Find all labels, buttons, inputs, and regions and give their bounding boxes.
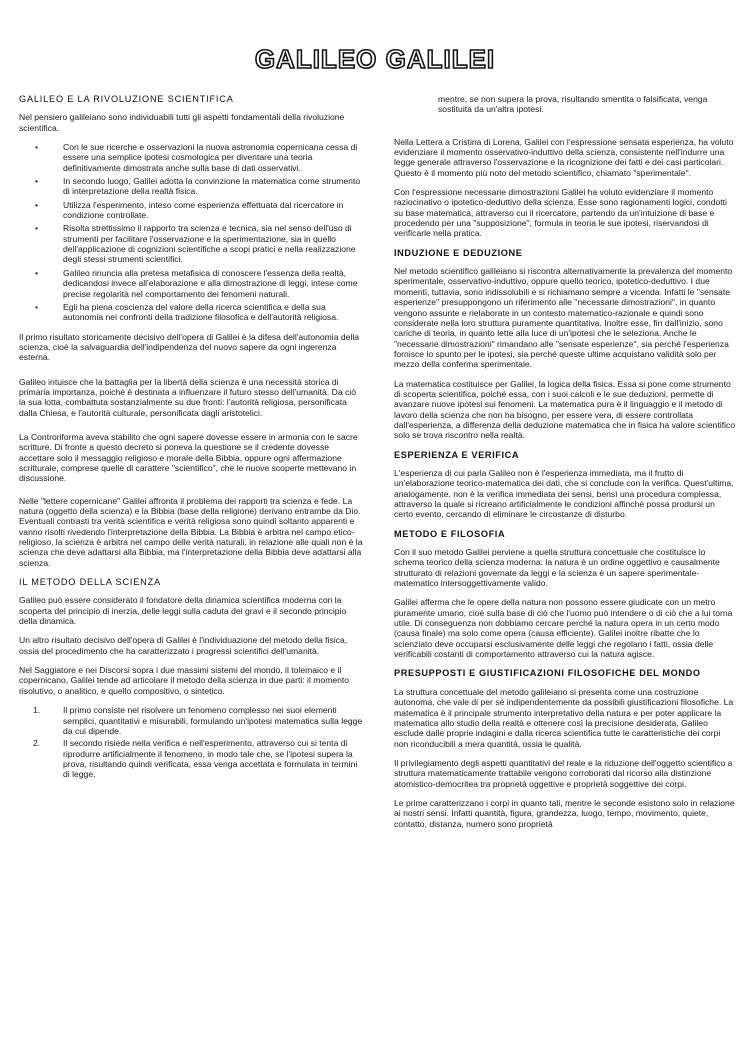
paragraph: Nel Saggiatore e nei Discorsi sopra i due massimi sistemi del mondo, il tolemaico e il copernicano, Galilei tende ad articolare il metodo della scienza in due parti: il momento risolutivo, o analitico, e quello compositivo, o sintetico. xyxy=(19,665,350,696)
section-heading-presupposti: PRESUPPOSTI E GIUSTIFICAZIONI FILOSOFICHE DEL MONDO xyxy=(394,668,701,679)
paragraph: La struttura concettuale del metodo galileiano si presenta come una costruzione autonoma, che vale di per sé indipendentemente da possibili giustificazioni filosofiche. La matematica è il principale strumento interpretativo della natura e per poter applicare la matematica allo studio della realtà e ottenere così la precisione desiderata, Galileo esclude dalle proprie indagini e dalla ricerca scientifica tutte le caratteristiche dei corpi non riconducibili a mera quantità, ossia le qualità. xyxy=(394,686,734,749)
step-number: 1. xyxy=(33,705,41,716)
section-heading-filosofia: METODO E FILOSOFIA xyxy=(394,528,506,539)
paragraph: Nel metodo scientifico galileiano si riscontra alternativamente la prevalenza del momento sperimentale, osservativo-induttivo, oppure quello teorico, ipotetico-deduttivo. I due momenti, tuttavia, sono indissolubili e si richiamano sempre a vicenda. Infatti le "sensate esperienze" presuppongono un riferimento alle "necessarie dimostrazioni", in quanto vengono assunte e rielaborate in un contesto matematico-razionale e quindi sono considerate nella loro struttura puramente quantitativa. Inoltre esse, fin dall'inizio, sono cariche di teoria, in quanto lette alla luce di un'ipotesi che le seleziona. Anche le "necessarie dimostrazioni" rimandano alle "sensate esperienze", sia perché l'esperienza fornisce lo spunto per le ipotesi, sia perché queste ultime acquistano validità solo per mezzo della conferma sperimentale. xyxy=(394,266,733,370)
paragraph: Il privilegiamento degli aspetti quantitativi del reale e la riduzione dell'oggetto scientifico a struttura matematicamente trattabile vengono corroborati dal ricorso alla distinzione atomistico-democritea tra proprietà oggettive e proprietà soggettive dei corpi. xyxy=(394,757,733,789)
paragraph: Un altro risultato decisivo dell'opera di Galilei è l'individuazione del metodo della fisica, ossia del procedimento che ha caratterizzato i progressi scientifici dell'umanità. xyxy=(19,635,348,656)
left-column xyxy=(19,94,364,789)
list-item: • Galileo rinuncia alla pretesa metafisica di conoscere l'essenza della realtà, dedicandosi invece all'elaborazione e alla dimostrazione di leggi, intese come precise regolarità nel comportamento dei fenomeni naturali. xyxy=(63,268,364,299)
list-continuation: mentre, se non supera la prova, risultando smentita o falsificata, venga sostituita da un'altra ipotesi. xyxy=(438,94,708,115)
list-item xyxy=(33,705,364,736)
paragraph: Le prime caratterizzano i corpi in quanto tali, mentre le seconde esistono solo in relazione ai nostri sensi. Infatti quantità, figura, grandezza, luogo, tempo, movimento, quiete, contatto, distanza, numero sono proprietà xyxy=(394,797,735,829)
paragraph: Galileo intuisce che la battaglia per la libertà della scienza è una necessità storica di primaria importanza, poiché è destinata a influenzare il futuro stesso dell'umanità. Da ciò la sua lotta, combattuta sostanzialmente su due fronti: l'autorità religiosa, personificata dalla Chiesa, e l'autorità culturale, personificata dagli aristotelici. xyxy=(19,376,356,418)
paragraph: La Controriforma aveva stabilito che ogni sapere dovesse essere in armonia con le sacre scritture. Di fronte a questo decreto si poneva la questione se il credente dovesse accettare solo il messaggio religioso e morale della Bibbia, oppure ogni affermazione scritturale, comprese quelle di carattere "scientifico", che le nuove scoperte mettevano in discussione. xyxy=(19,431,358,484)
paragraph: Galilei afferma che le opere della natura non possono essere giudicate con un metro puramente umano, cioè sulla base di ciò che l'uomo può intendere o di ciò che a lui torna utile. Di conseguenza non dobbiamo cercare perché la natura opera in un certo modo (causa finale) ma solo come opera (causa efficiente). Galilei inoltre ribatte che lo scienziato deve occuparsi esclusivamente delle leggi che regolano i fatti, ossia delle verificabili costanti di comportamento attraverso cui la natura agisce. xyxy=(394,597,733,660)
paragraph: Il primo risultato storicamente decisivo dell'opera di Galilei è la difesa dell'autonomia della scienza, cioè la salvaguardia dell'indipendenza del nuovo sapere da ogni ingerenza esterna. xyxy=(19,331,360,363)
list-item: • Risolta strettissimo il rapporto tra scienza e tecnica, sia nel senso dell'uso di strumenti per facilitare l'osservazione e la sperimentazione, sia in quello dell'applicazione di cognizioni scientifiche a scopi pratici e nella realizzazione degli stessi strumenti scientifici. xyxy=(63,223,364,264)
page-title: GALILEO GALILEI xyxy=(254,44,496,74)
aspects-list xyxy=(19,142,364,323)
section-heading-metodo: IL METODO DELLA SCIENZA xyxy=(19,577,161,588)
step-number: 2. xyxy=(33,738,41,749)
list-item xyxy=(33,738,364,780)
list-item: • In secondo luogo, Galilei adotta la convinzione la matematica come strumento di interpretazione della realtà fisica. xyxy=(63,176,364,197)
paragraph: Con il suo metodo Galilei perviene a quella struttura concettuale che costituisce lo schema teorico della scienza moderna: la natura è un ordine oggettivo e causalmente strutturato di relazioni governate da leggi e la scienza è un sapere sperimentale-matematico intersoggettivamente valido. xyxy=(394,547,720,589)
list-item: • Egli ha piena coscienza del valore della ricerca scientifica e della sua autonomia nei confronti della tradizione filosofica e dell'autorità religiosa. xyxy=(63,302,364,323)
section-heading-induzione: INDUZIONE E DEDUZIONE xyxy=(394,247,523,258)
section-heading-esperienza: ESPERIENZA E VERIFICA xyxy=(394,449,520,460)
paragraph: Con l'espressione necessarie dimostrazioni Galilei ha voluto evidenziare il momento raziocinativo o ipotetico-deduttivo della scienza. Esse sono ragionamenti logici, condotti su base matematica, attraverso cui il ricercatore, partendo da un'intuizione di base e procedendo per una "supposizione", formula in teoria le sue ipotesi, riservandosi di verificarle nella pratica. xyxy=(394,187,727,239)
paragraph: Nel pensiero galileiano sono individuabili tutti gli aspetti fondamentali della rivoluzione scientifica. xyxy=(19,112,345,133)
paragraph: Nella Lettera a Cristina di Lorena, Galilei con l'espressione sensata esperienza, ha voluto evidenziare il momento osservativo-induttivo della scienza, consistente nell'indurre una legge generale attraverso l'osservazione e la ricognizione dei fatti e dei casi particolari. Questo è il momento più noto del metodo scientifico, chiamato "sperimentale". xyxy=(394,136,734,178)
list-item: • Utilizza l'esperimento, inteso come esperienza effettuata dal ricercatore in condizione controllate. xyxy=(63,200,364,221)
paragraph: L'esperienza di cui parla Galileo non è l'esperienza immediata, ma il frutto di un'elaborazione teorico-matematica dei dati, che si conclude con la verifica. Quest'ultima, analogamente, non è la verifica immediata dei sensi, bensì una procedura complessa, attraverso la quale si ricreano artificialmente le condizioni affinché possa prodursi un certo evento, cercando di eliminare le circostanze di disturbo. xyxy=(394,467,734,520)
step-text: Il primo consiste nel risolvere un fenomeno complesso nei suoi elementi semplici, quantitativi e misurabili, formulando un'ipotesi matematica sulla legge da cui dipende. xyxy=(63,705,363,736)
right-column xyxy=(394,94,736,838)
method-steps-list xyxy=(19,705,364,779)
step-text: Il secondo risiede nella verifica e nell'esperimento, attraverso cui si tenta di riprodurre artificialmente il fenomeno, in modo tale che, se l'ipotesi supera la prova, risultando quindi verificata, essa venga accettata e formulata in termini di legge, xyxy=(63,738,358,780)
paragraph: La matematica costituisce per Galilei, la logica della fisica. Essa si pone come strumento di scoperta scientifica, poiché essa, con i suoi calcoli e le sue deduzioni, permette di avanzare nuove ipotesi sui fenomeni. La matematica pura è il linguaggio e il metodo di lavoro della scienza che non ha bisogno, per essere vera, di essere controllata dall'esperienza, a differenza della deduzione matematica che in fisica ha valore scientifico solo se trova riscontro nella realtà. xyxy=(394,378,736,441)
paragraph: Galileo può essere considerato il fondatore della dinamica scientifica moderna con la scoperta del principio di inerzia, delle leggi sulla caduta dei gravi e il secondo principio della dinamica. xyxy=(19,595,347,627)
section-heading-rivoluzione: GALILEO E LA RIVOLUZIONE SCIENTIFICA xyxy=(19,94,234,104)
paragraph: Nelle "lettere copernicane" Galilei affronta il problema dei rapporti tra scienza e fede. La natura (oggetto della scienza) e la Bibbia (base della religione) derivano entrambe da Dio. Eventuali contrasti tra verità scientifica e verità religiosa sono quindi soltanto apparenti e vanno risolti rivedendo l'interpretazione della Bibbia. La Bibbia è arbitra nel campo etico-religioso, la scienza è arbitra nel campo delle verità naturali, in relazione alle quali non è la scienza che deve adattarsi alla Bibbia, ma l'interpretazione della Bibbia deve adattarsi alla scienza. xyxy=(19,495,363,568)
list-item: • Con le sue ricerche e osservazioni la nuova astronomia copernicana cessa di essere una semplice ipotesi cosmologica per diventare una teoria definitivamente dimostrata anche sulla base di dati osservativi. xyxy=(63,142,364,173)
